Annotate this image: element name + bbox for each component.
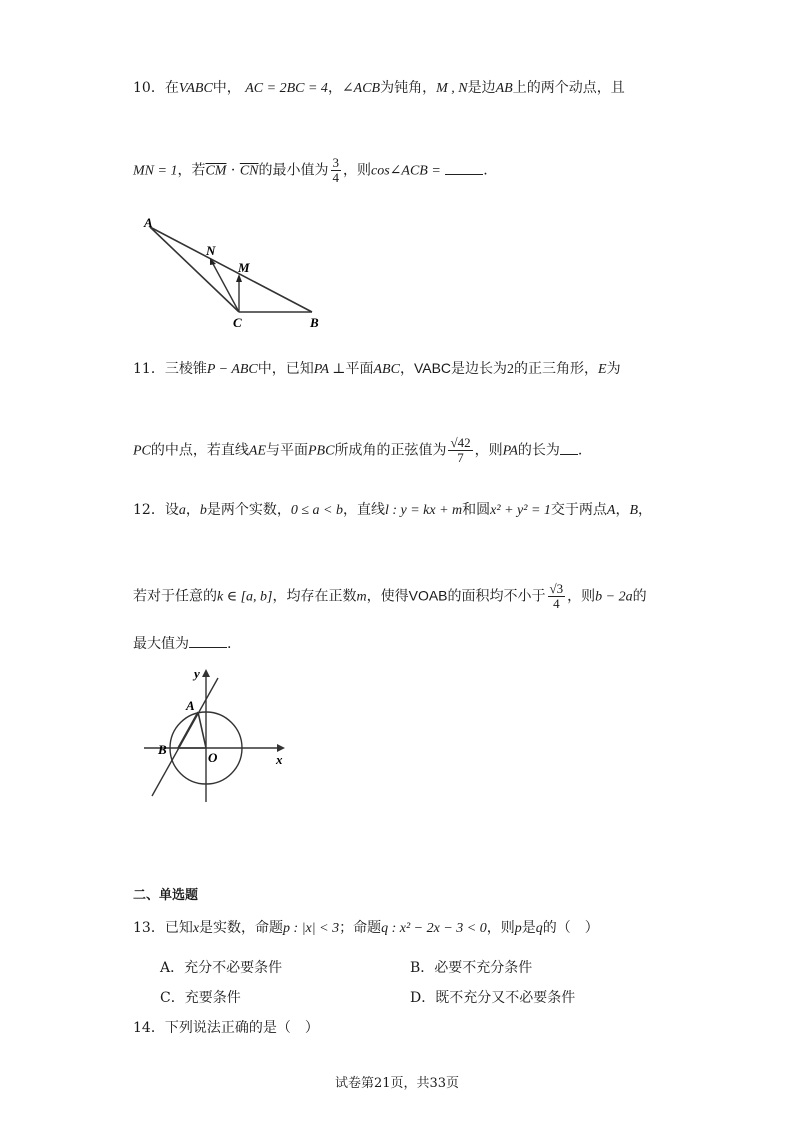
q13-option-a[interactable]: A．充分不必要条件 <box>160 960 283 976</box>
answer-blank <box>189 635 227 648</box>
q13-option-d[interactable]: D．既不充分又不必要条件 <box>410 990 576 1006</box>
q12-circle-figure <box>140 664 290 804</box>
q11-line2: PC的中点，若直线AE与平面PBC所成角的正弦值为 $\frac{√42}{7}$ ，则PA的长为 . <box>133 435 583 465</box>
q10-number: 10． <box>133 80 165 96</box>
label-y: y <box>194 666 200 681</box>
label-M: M <box>238 260 250 275</box>
q14-number: 14． <box>133 1020 165 1036</box>
fraction-sqrt42-7: $\frac{√42}{7}$ <box>450 435 471 465</box>
q13-stem: 13．已知x是实数，命题p : |x| < 3；命题q : x² − 2x − 3 < 0，则p是q的（ ） <box>133 920 599 936</box>
q11-number: 11． <box>133 361 165 377</box>
fraction-3-4: $\frac{3}{4}$ <box>332 155 339 185</box>
q10-triangle-figure <box>142 215 322 335</box>
q12-line1: 12．设a，b是两个实数，0 ≤ a < b，直线l : y = kx + m和圆x² + y² = 1交于两点A，B， <box>133 502 653 518</box>
section-title: 二、单选题 <box>133 888 199 903</box>
answer-blank <box>560 442 578 455</box>
q10-line1: 10．在VABC中， AC = 2BC = 4，∠ACB为钝角，M , N是边AB上的两个动点，且 <box>133 80 625 96</box>
q12-line3: 最大值为 . <box>133 636 232 652</box>
q10-line2: MN = 1，若$\overline{CM} \cdot \overline{CN}$的最小值为 $\frac{3}{4}$ ，则cos∠ACB = . <box>133 155 488 185</box>
page-footer: 试卷第21页，共33页 <box>334 1076 460 1091</box>
q14-stem: 14．下列说法正确的是（ ） <box>133 1020 319 1036</box>
label-O: O <box>208 750 218 765</box>
label-N: N <box>206 243 216 258</box>
fraction-sqrt3-4: $\frac{√3}{4}$ <box>549 581 564 611</box>
q11-line1: 11．三棱锥P − ABC中，已知PA ⊥平面ABC，VABC是边长为2的正三角形，E为 <box>133 360 621 377</box>
label-C: C <box>233 315 242 330</box>
label-A: A <box>144 215 153 230</box>
q13-option-b[interactable]: B．必要不充分条件 <box>410 960 533 976</box>
q10-given-lengths: AC = 2BC = 4 <box>245 81 328 96</box>
vector-cm: $\overline{CM}$ <box>205 163 227 179</box>
q13-number: 13． <box>133 920 165 936</box>
label-A: A <box>186 698 195 713</box>
q13-option-c[interactable]: C．充要条件 <box>160 990 241 1006</box>
answer-blank <box>445 162 483 175</box>
vector-cn: $\overline{CN}$ <box>239 163 259 179</box>
label-B: B <box>158 742 167 757</box>
label-B: B <box>310 315 319 330</box>
q12-line2: 若对于任意的k ∈ [a, b]，均存在正数m，使得VOAB的面积均不小于 $\frac{√3}{4}$ ，则b − 2a的 <box>133 581 647 611</box>
label-x: x <box>276 752 283 767</box>
q12-number: 12． <box>133 502 165 518</box>
